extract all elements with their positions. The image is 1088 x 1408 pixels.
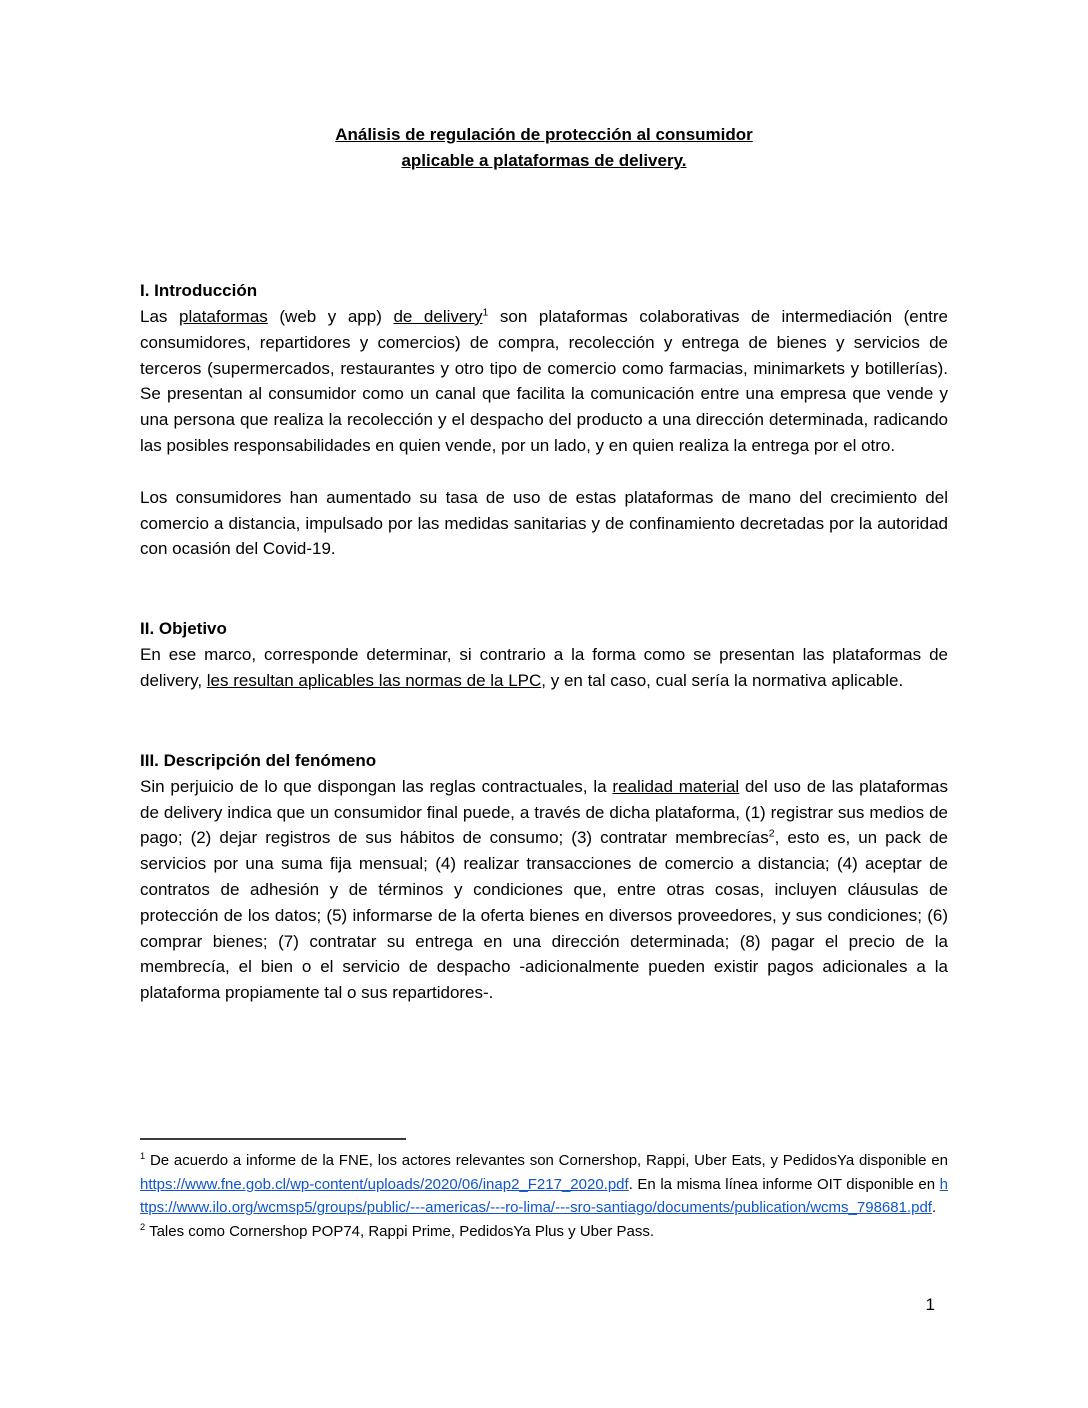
- footnote-ref: 2: [768, 827, 775, 840]
- paragraph: [140, 774, 948, 1006]
- document-title: [140, 122, 948, 174]
- paragraph: [140, 642, 948, 694]
- paragraph: [140, 304, 948, 459]
- footnotes: [140, 1138, 948, 1243]
- text-run: Sin perjuicio de lo que dispongan las reglas contractuales, la: [140, 776, 613, 796]
- text-run: Las: [140, 307, 179, 326]
- text-run: , y en tal caso, cual sería la normativa aplicable.: [541, 670, 904, 690]
- text-run: son plataformas colaborativas de intermediación (entre consumidores, repartidores y comercios) de compra, recolección y entrega de bienes y servicios de terceros (supermercados, restaurantes y otro tipo de comercio como farmacias, minimarkets y botillerías). Se presentan al consumidor como un canal que facilita la comunicación entre una empresa que vende y una persona que realiza la recolección y el despacho del producto a una dirección determinada, radicando las posibles responsabilidades en quien vende, por un lado, y en quien realiza la entrega por el otro.: [140, 307, 949, 455]
- footnote: [140, 1220, 948, 1244]
- text-run: del uso de las plataformas de delivery indica que un consumidor final puede, a través de dicha plataforma, (1) registrar sus medios de pago; (2) dejar registros de sus hábitos de consumo; (3) contratar membrecías: [140, 776, 948, 848]
- footnote-link[interactable]: https://www.ilo.org/wcmsp5/groups/public/---americas/---ro-lima/---sro-santiago/documents/publication/wcms_798681.pdf: [140, 1175, 948, 1216]
- footnote-marker: 1: [140, 1151, 146, 1161]
- section-heading: II. Objetivo: [140, 619, 227, 639]
- underlined-text: les resultan aplicables las normas de la LPC: [206, 670, 542, 690]
- section-heading: I. Introducción: [140, 281, 258, 300]
- section-heading: III. Descripción del fenómeno: [140, 750, 377, 770]
- footnote-separator: [140, 1138, 406, 1140]
- footnote-marker: 2: [140, 1221, 146, 1232]
- text-run: Tales como Cornershop POP74, Rappi Prime, PedidosYa Plus y Uber Pass.: [145, 1222, 655, 1240]
- title-line-2: aplicable a plataformas de delivery.: [401, 151, 687, 170]
- text-run: . En la misma línea informe OIT disponible en: [628, 1175, 940, 1193]
- text-run: , esto es, un pack de servicios por una suma fija mensual; (4) realizar transacciones de comercio a distancia; (4) aceptar de contratos de adhesión y de términos y condiciones que, entre otras cosas, incluyen cláusulas de protección de los datos; (5) informarse de la oferta bienes en diversos proveedores, y sus condiciones; (6) comprar bienes; (7) contratar su entrega en una dirección determinada; (8) pagar el precio de la membrecía, el bien o el servicio de despacho -adicionalmente pueden existir pagos adicionales a la plataforma propiamente tal o sus repartidores-.: [140, 828, 948, 1003]
- text-run: (web y app): [267, 307, 394, 326]
- underlined-text: plataformas: [178, 307, 268, 326]
- text-run: De acuerdo a informe de la FNE, los actores relevantes son Cornershop, Rappi, Uber Eats, y PedidosYa disponible en: [145, 1152, 948, 1169]
- page-number: 1: [925, 1295, 935, 1314]
- text-run: En ese marco, corresponde determinar, si contrario a la forma como se presentan las plataformas de delivery,: [140, 645, 948, 690]
- footnote: [140, 1149, 948, 1220]
- title-line-1: Análisis de regulación de protección al consumidor: [335, 125, 753, 144]
- underlined-text: realidad material: [612, 776, 740, 796]
- paragraph: [140, 485, 948, 562]
- text-run: .: [931, 1199, 937, 1216]
- footnote-ref: 1: [482, 306, 489, 319]
- text-run: Los consumidores han aumentado su tasa de uso de estas plataformas de mano del crecimiento del comercio a distancia, impulsado por las medidas sanitarias y de confinamiento decretadas por la autoridad con ocasión del Covid-19.: [140, 487, 948, 559]
- underlined-text: de delivery: [393, 307, 483, 326]
- footnote-link[interactable]: https://www.fne.gob.cl/wp-content/uploads/2020/06/inap2_F217_2020.pdf: [140, 1175, 629, 1193]
- footnote-list: [140, 1149, 948, 1243]
- document-body: [140, 278, 948, 1006]
